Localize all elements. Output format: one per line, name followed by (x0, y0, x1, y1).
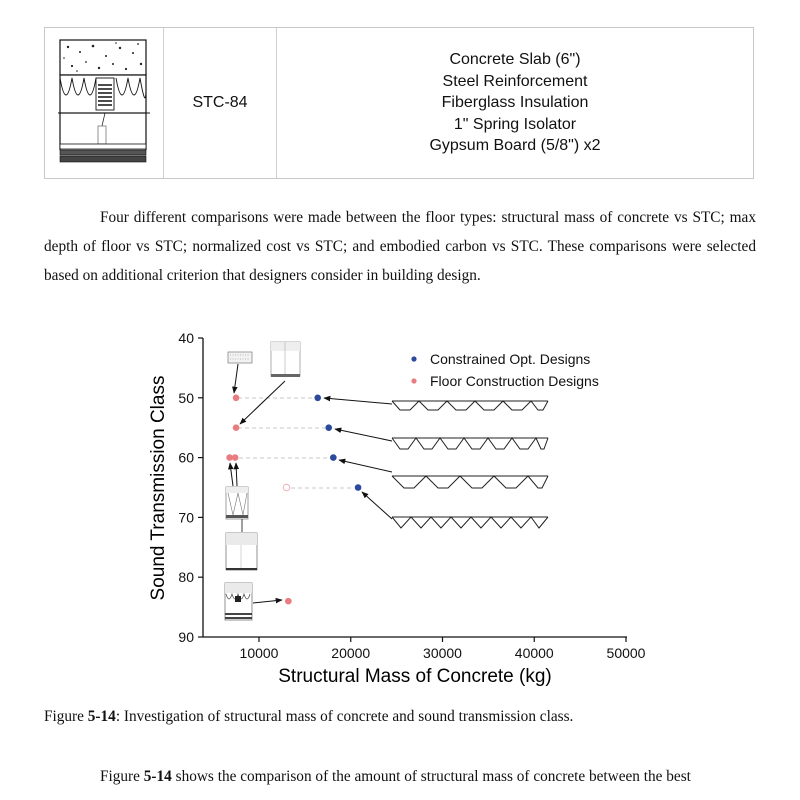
deck-profile-icon-1 (392, 401, 548, 410)
figure-number: 5-14 (87, 708, 116, 725)
component-item: 1" Spring Isolator (453, 115, 577, 133)
paragraph-prefix: Figure (100, 768, 144, 785)
caption-prefix: Figure (44, 708, 88, 725)
floor-assembly-table-row (44, 27, 754, 179)
svg-text:90: 90 (178, 629, 194, 645)
x-axis-label: Structural Mass of Concrete (kg) (278, 666, 552, 687)
legend (411, 351, 598, 389)
legend-label-floor: Floor Construction Designs (430, 373, 599, 389)
figure-reference: 5-14 (143, 768, 172, 785)
data-point (355, 484, 362, 491)
legend-label-constrained: Constrained Opt. Designs (430, 351, 591, 367)
component-item: Concrete Slab (6") (449, 51, 581, 69)
legend-marker-floor (411, 378, 416, 383)
component-item: Fiberglass Insulation (441, 94, 589, 112)
data-point (233, 424, 240, 431)
deck-profile-icon-4 (392, 517, 548, 528)
component-item: Steel Reinforcement (442, 72, 588, 90)
deck-profile-icon-3 (392, 476, 548, 488)
floor-thumbnail-icon (225, 583, 252, 620)
floor-thumbnail-icon (271, 342, 300, 377)
paragraph-text: Four different comparisons were made between the floor types: structural mass of concrete vs STC; max depth of floor vs STC; normalized cost vs STC; and embodied carbon vs STC. These comparisons were selected based on additional criterion that designers consider in building design. (44, 209, 756, 284)
stc-rating-cell (164, 28, 277, 178)
svg-text:40: 40 (178, 330, 194, 346)
chart-canvas (140, 325, 680, 695)
svg-text:50000: 50000 (606, 645, 646, 661)
caption-text: : Investigation of structural mass of concrete and sound transmission class. (115, 708, 574, 725)
body-paragraph (44, 203, 756, 290)
data-point (232, 454, 239, 461)
y-ticks (178, 330, 203, 645)
floor-thumbnail-icon (228, 352, 252, 363)
svg-text:60: 60 (178, 449, 194, 466)
stc-rating: STC-84 (192, 94, 248, 111)
component-item: Gypsum Board (5/8") x2 (429, 137, 601, 155)
floor-thumbnail-icon (226, 533, 257, 570)
data-point (314, 395, 321, 402)
svg-text:40000: 40000 (514, 645, 554, 661)
data-point (325, 424, 332, 431)
svg-text:30000: 30000 (423, 645, 462, 661)
y-axis-label: Sound Transmission Class (148, 375, 169, 601)
svg-text:50: 50 (178, 389, 194, 406)
data-point (233, 395, 240, 402)
floor-thumbnail-icon (226, 487, 248, 519)
floor-section-drawing-cell (45, 28, 164, 178)
figure-caption (44, 708, 573, 726)
deck-profile-icon-2 (392, 438, 548, 449)
paragraph-text: shows the comparison of the amount of structural mass of concrete between the best (171, 768, 691, 785)
scatter-chart (140, 325, 680, 695)
svg-text:70: 70 (178, 509, 194, 526)
floor-section-drawing-icon (58, 38, 150, 168)
guide-lines (238, 398, 354, 488)
svg-text:80: 80 (178, 569, 194, 586)
data-point (285, 598, 292, 605)
data-point (283, 484, 290, 491)
body-paragraph (44, 762, 756, 791)
legend-marker-constrained (411, 356, 416, 361)
components-cell (277, 28, 753, 178)
x-ticks (240, 637, 646, 661)
data-point (330, 454, 337, 461)
svg-text:20000: 20000 (331, 645, 371, 661)
svg-text:10000: 10000 (239, 645, 279, 661)
deck-profile-icons (392, 401, 548, 528)
